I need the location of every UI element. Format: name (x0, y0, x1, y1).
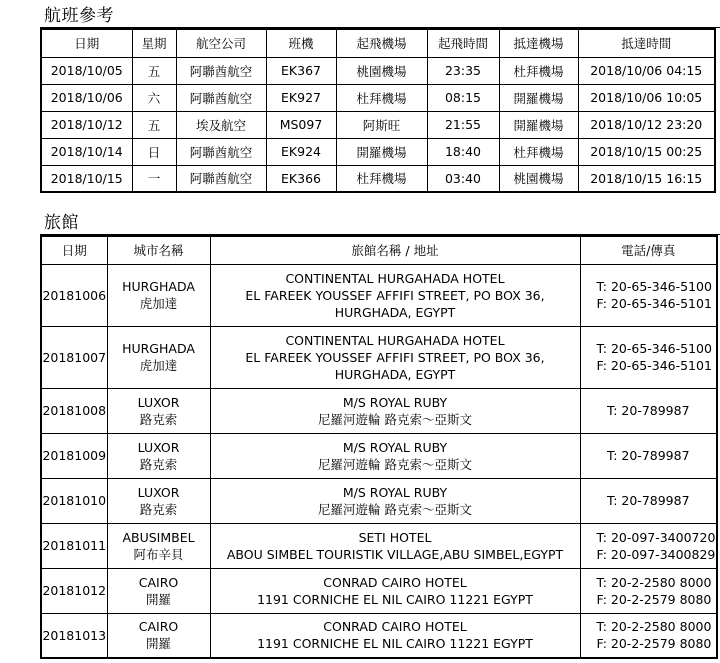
flight-cell: EK927 (266, 84, 336, 111)
flights-header-cell: 航空公司 (176, 29, 266, 57)
flight-row (41, 138, 715, 165)
hotel-phone-fax (580, 433, 717, 478)
hotels-section-title: 旅館 (44, 213, 79, 233)
flight-cell: 03:40 (427, 165, 499, 192)
hotel-address: 1191 CORNICHE EL NIL CAIRO 11221 EGYPT (257, 636, 533, 652)
hotel-fax: F: 20-2-2579 8080 (596, 636, 712, 652)
hotels-header-cell: 旅館名稱 / 地址 (210, 236, 580, 264)
city-name-zh: 虎加達 (139, 296, 178, 311)
hotel-row (41, 613, 717, 658)
hotel-city (107, 613, 210, 658)
flight-row (41, 111, 715, 138)
flight-cell: 六 (132, 84, 176, 111)
flight-row (41, 165, 715, 192)
city-name-en: ABUSIMBEL (122, 529, 195, 545)
hotel-phone: T: 20-789987 (606, 403, 690, 418)
hotel-date: 20181006 (41, 264, 107, 326)
hotel-name: CONTINENTAL HURGAHADA HOTEL (285, 332, 505, 348)
flight-cell: 阿聯酋航空 (176, 138, 266, 165)
flight-cell: 2018/10/12 (41, 111, 132, 138)
hotel-row (41, 568, 717, 613)
flights-header-row (41, 29, 715, 57)
flights-header-cell: 班機 (266, 29, 336, 57)
hotels-table (40, 235, 718, 659)
hotel-address: ABOU SIMBEL TOURISTIK VILLAGE,ABU SIMBEL,EGYPT (226, 546, 564, 562)
hotel-date: 20181007 (41, 326, 107, 388)
hotel-phone-fax (580, 264, 717, 326)
flight-cell: 開羅機場 (499, 84, 578, 111)
flight-cell: 21:55 (427, 111, 499, 138)
city-name-en: HURGHADA (122, 279, 195, 294)
flights-section-title: 航班參考 (44, 6, 114, 26)
city-name-zh: 開羅 (145, 636, 171, 652)
hotel-row (41, 433, 717, 478)
hotel-name: CONRAD CAIRO HOTEL (323, 574, 467, 590)
flight-row (41, 57, 715, 84)
hotel-name-address (210, 478, 580, 523)
hotel-date: 20181010 (41, 478, 107, 523)
city-name-zh: 阿布辛貝 (133, 546, 184, 562)
flight-cell: 杜拜機場 (499, 138, 578, 165)
hotel-phone-fax (580, 613, 717, 658)
flight-cell: 杜拜機場 (499, 57, 578, 84)
flight-cell: 五 (132, 57, 176, 84)
hotel-fax: F: 20-65-346-5101 (596, 296, 712, 311)
hotel-phone-fax (580, 523, 717, 568)
hotel-phone-fax (580, 478, 717, 523)
flight-cell: 杜拜機場 (336, 165, 427, 192)
hotel-name-address (210, 613, 580, 658)
hotel-phone: T: 20-097-3400720 (596, 529, 716, 545)
hotel-address: 尼羅河遊輪 路克索～亞斯文 (318, 456, 472, 472)
flight-cell: 18:40 (427, 138, 499, 165)
flight-cell: 2018/10/12 23:20 (578, 111, 715, 138)
flight-cell: 開羅機場 (499, 111, 578, 138)
flight-cell: 2018/10/06 (41, 84, 132, 111)
flight-cell: 桃園機場 (336, 57, 427, 84)
flight-cell: 2018/10/15 (41, 165, 132, 192)
flight-cell: 2018/10/14 (41, 138, 132, 165)
hotel-address: 尼羅河遊輪 路克索～亞斯文 (318, 411, 472, 427)
flight-cell: 開羅機場 (336, 138, 427, 165)
hotel-name: M/S ROYAL RUBY (342, 484, 448, 500)
hotel-phone: T: 20-789987 (606, 448, 690, 463)
hotel-name-address (210, 433, 580, 478)
hotels-header-row (41, 236, 717, 264)
city-name-en: LUXOR (137, 394, 180, 410)
flight-cell: EK366 (266, 165, 336, 192)
hotel-phone: T: 20-789987 (606, 493, 690, 508)
hotel-address: 尼羅河遊輪 路克索～亞斯文 (318, 501, 472, 517)
city-name-zh: 路克索 (139, 411, 178, 427)
flight-cell: 08:15 (427, 84, 499, 111)
flight-cell: 2018/10/06 04:15 (578, 57, 715, 84)
flight-cell: 一 (132, 165, 176, 192)
flight-cell: 阿聯酋航空 (176, 165, 266, 192)
hotel-city (107, 523, 210, 568)
flights-header-cell: 起飛機場 (336, 29, 427, 57)
flight-cell: 阿聯酋航空 (176, 84, 266, 111)
flight-cell: 日 (132, 138, 176, 165)
city-name-en: CAIRO (138, 574, 179, 590)
hotel-city (107, 388, 210, 433)
flight-cell: 杜拜機場 (336, 84, 427, 111)
flight-cell: EK924 (266, 138, 336, 165)
hotel-date: 20181009 (41, 433, 107, 478)
hotel-fax: F: 20-2-2579 8080 (596, 591, 712, 607)
flight-cell: 桃園機場 (499, 165, 578, 192)
flights-table (40, 28, 716, 193)
hotel-row (41, 326, 717, 388)
flight-cell: 阿斯旺 (336, 111, 427, 138)
hotel-name-address (210, 523, 580, 568)
city-name-en: CAIRO (138, 619, 179, 635)
hotel-phone: T: 20-2-2580 8000 (596, 574, 712, 590)
flights-header-cell: 日期 (41, 29, 132, 57)
flight-cell: 五 (132, 111, 176, 138)
hotel-name-address (210, 326, 580, 388)
hotel-phone: T: 20-65-346-5100 (596, 341, 712, 356)
hotel-date: 20181013 (41, 613, 107, 658)
hotel-phone: T: 20-2-2580 8000 (596, 619, 712, 635)
flight-cell: 23:35 (427, 57, 499, 84)
hotel-name-address (210, 264, 580, 326)
hotel-address: EL FAREEK YOUSSEF AFFIFI STREET, PO BOX 36, HURGHADA, EGYPT (245, 349, 545, 382)
hotel-name: M/S ROYAL RUBY (342, 394, 448, 410)
city-name-zh: 虎加達 (139, 358, 178, 373)
flights-header-cell: 抵達機場 (499, 29, 578, 57)
city-name-en: HURGHADA (122, 341, 195, 356)
hotel-city (107, 478, 210, 523)
hotel-date: 20181012 (41, 568, 107, 613)
hotel-city (107, 326, 210, 388)
flight-cell: MS097 (266, 111, 336, 138)
hotel-city (107, 433, 210, 478)
flights-header-cell: 抵達時間 (578, 29, 715, 57)
flights-header-cell: 起飛時間 (427, 29, 499, 57)
flight-cell: 埃及航空 (176, 111, 266, 138)
hotel-phone-fax (580, 568, 717, 613)
hotel-city (107, 264, 210, 326)
city-name-en: LUXOR (137, 484, 180, 500)
hotel-phone-fax (580, 388, 717, 433)
flight-cell: 阿聯酋航空 (176, 57, 266, 84)
hotel-name-address (210, 568, 580, 613)
flights-header-cell: 星期 (132, 29, 176, 57)
hotels-header-cell: 城市名稱 (107, 236, 210, 264)
city-name-zh: 路克索 (139, 501, 178, 517)
flight-cell: 2018/10/05 (41, 57, 132, 84)
hotel-address: 1191 CORNICHE EL NIL CAIRO 11221 EGYPT (257, 591, 533, 607)
flight-cell: 2018/10/15 16:15 (578, 165, 715, 192)
hotels-header-cell: 日期 (41, 236, 107, 264)
hotel-address: EL FAREEK YOUSSEF AFFIFI STREET, PO BOX 36, HURGHADA, EGYPT (245, 287, 545, 320)
city-name-en: LUXOR (137, 439, 180, 455)
hotels-header-cell: 電話/傳真 (580, 236, 717, 264)
hotel-date: 20181011 (41, 523, 107, 568)
hotel-name-address (210, 388, 580, 433)
hotel-name: M/S ROYAL RUBY (342, 439, 448, 455)
city-name-zh: 路克索 (139, 456, 178, 472)
hotel-row (41, 523, 717, 568)
flight-cell: EK367 (266, 57, 336, 84)
hotel-row (41, 478, 717, 523)
hotel-date: 20181008 (41, 388, 107, 433)
hotel-fax: F: 20-097-3400829 (596, 546, 716, 562)
hotel-phone-fax (580, 326, 717, 388)
hotel-phone: T: 20-65-346-5100 (596, 279, 712, 294)
hotel-city (107, 568, 210, 613)
hotel-name: SETI HOTEL (358, 529, 432, 545)
hotel-row (41, 388, 717, 433)
flight-cell: 2018/10/15 00:25 (578, 138, 715, 165)
hotel-fax: F: 20-65-346-5101 (596, 358, 712, 373)
hotel-name: CONRAD CAIRO HOTEL (323, 619, 467, 635)
hotel-row (41, 264, 717, 326)
flight-cell: 2018/10/06 10:05 (578, 84, 715, 111)
flight-row (41, 84, 715, 111)
city-name-zh: 開羅 (145, 591, 171, 607)
hotel-name: CONTINENTAL HURGAHADA HOTEL (285, 270, 505, 286)
